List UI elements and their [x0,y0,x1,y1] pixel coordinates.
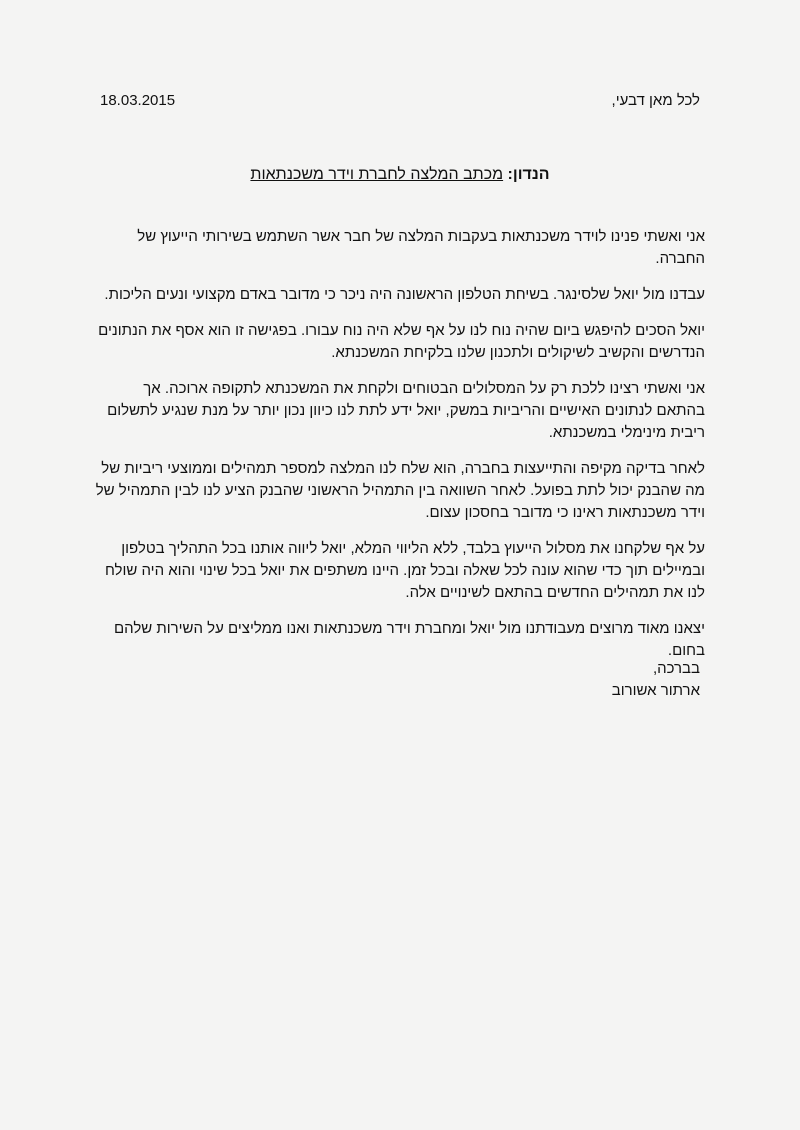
body-paragraph: לאחר בדיקה מקיפה והתייעצות בחברה, הוא שלח לנו המלצה למספר תמהילים וממוצעי ריביות של מה שהבנק יכול לתת בפועל. לאחר השוואה בין התמהיל הראשוני שהבנק הציע לנו לבין התמהיל של וידר משכנתאות ראינו כי מדובר בחסכון עצום. [95,460,705,521]
subject-text: מכתב המלצה לחברת וידר משכנתאות [250,166,504,183]
body-paragraph: על אף שלקחנו את מסלול הייעוץ בלבד, ללא הליווי המלא, יואל ליווה אותנו בכל התהליך בטלפון ובמיילים תוך כדי שהוא עונה לכל שאלה ובכל זמן. היינו משתפים את יואל בכל שינוי והוא היה שולח לנו את תמהילים החדשים בהתאם לשינויים אלה. [104,540,705,601]
letter-header [100,92,700,116]
letter-subject [100,166,700,184]
letter-recipient: לכל מאן דבעי, [611,92,700,109]
letter-closing [400,658,700,702]
letter-body [93,226,705,676]
body-paragraph: אני ואשתי פנינו לוידר משכנתאות בעקבות המלצה של חבר אשר השתמש בשירותי הייעוץ של החברה. [137,228,705,267]
body-paragraph: יצאנו מאוד מרוצים מעבודתנו מול יואל ומחברת וידר משכנתאות ואנו ממליצים על השירות שלהם בחום. [113,620,705,659]
closing-greeting: בברכה, [652,660,700,677]
body-paragraph: אני ואשתי רצינו ללכת רק על המסלולים הבטוחים ולקחת את המשכנתא לתקופה ארוכה. אך בהתאם לנתונים האישיים והריביות במשק, יואל ידע לתת לנו כיוון נכון יותר על מנת שנגיע לתשלום ריבית מינימלי במשכנתא. [107,380,705,441]
subject-label: הנדון: [507,166,550,183]
body-paragraph: עבדנו מול יואל שלסינגר. בשיחת הטלפון הראשונה היה ניכר כי מדובר באדם מקצועי ונעים הליכות. [104,286,705,303]
body-paragraph: יואל הסכים להיפגש ביום שהיה נוח לנו על אף שלא היה נוח עבורו. בפגישה זו הוא אסף את הנתונים הנדרשים והקשיב לשיקולים ולתכנון שלנו בלקיחת המשכנתא. [98,322,705,361]
letter-date: 18.03.2015 [100,92,176,109]
signature-name: ארתור אשורוב [611,682,700,699]
